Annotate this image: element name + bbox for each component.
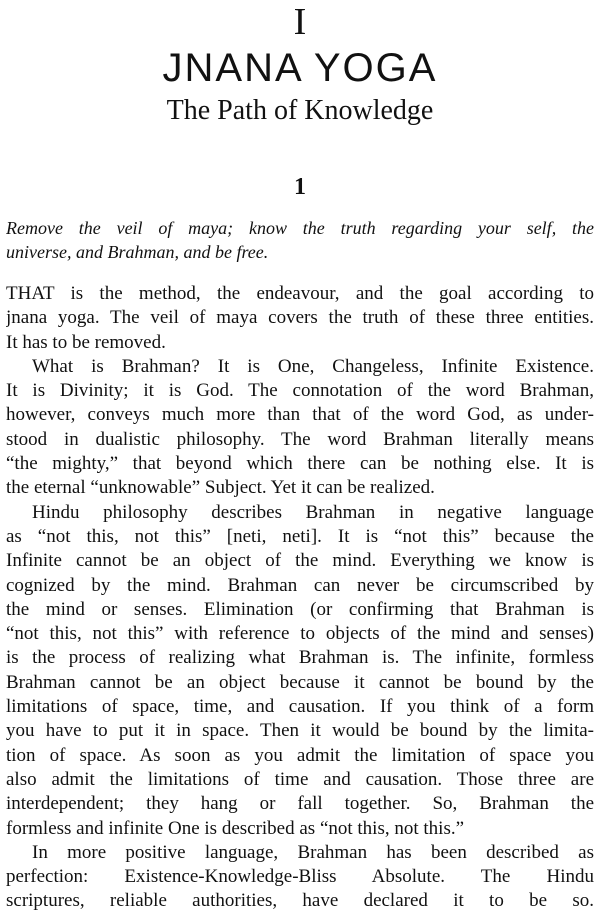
- body-line: THAT is the method, the endeavour, and the goal according to: [6, 283, 594, 304]
- body-line: however, conveys much more than that of the word God, as under-: [6, 404, 594, 426]
- body-line: It is Divinity; it is God. The connotation of the word Brahman,: [6, 380, 594, 402]
- chapter-number: I: [293, 1, 307, 43]
- body-line: What is Brahman? It is One, Changeless, Infinite Existence.: [32, 355, 594, 377]
- body-line: as “not this, not this” [neti, neti]. It is “not this” because the: [6, 525, 594, 547]
- body-text: [6, 282, 594, 914]
- body-line: you have to put it in space. Then it would be bound by the limita-: [6, 720, 594, 742]
- body-line: jnana yoga. The veil of maya covers the truth of these three entities.: [6, 307, 594, 329]
- body-line: scriptures, reliable authorities, have declared it to be so.: [6, 890, 594, 912]
- body-line: “not this, not this” with reference to objects of the mind and senses): [6, 623, 594, 645]
- body-line: It has to be removed.: [6, 331, 166, 353]
- epigraph: [6, 216, 594, 264]
- body-line: interdependent; they hang or fall together. So, Brahman the: [6, 793, 594, 815]
- section-number: 1: [294, 174, 306, 200]
- body-line: perfection: Existence-Knowledge-Bliss Absolute. The Hindu: [6, 866, 594, 888]
- body-line: tion of space. As soon as you admit the limitation of space you: [6, 744, 594, 766]
- body-line: Brahman cannot be an object because it cannot be bound by the: [6, 671, 594, 693]
- chapter-title: JNANA YOGA: [162, 46, 438, 90]
- body-line: “the mighty,” that beyond which there can be nothing else. It is: [6, 453, 594, 475]
- body-line: is the process of realizing what Brahman is. The infinite, formless: [6, 647, 594, 669]
- body-line: In more positive language, Brahman has been described as: [32, 841, 594, 863]
- body-line: the mind or senses. Elimination (or confirming that Brahman is: [6, 598, 594, 620]
- body-line: stood in dualistic philosophy. The word Brahman literally means: [6, 428, 594, 450]
- body-line: the eternal “unknowable” Subject. Yet it can be realized.: [6, 477, 435, 499]
- chapter-subtitle: The Path of Knowledge: [166, 95, 434, 126]
- body-line: formless and infinite One is described as “not this, not this.”: [6, 817, 465, 839]
- body-line: Infinite cannot be an object of the mind. Everything we know is: [6, 550, 594, 572]
- body-line: limitations of space, time, and causation. If you think of a form: [6, 696, 594, 718]
- epigraph-line: universe, and Brahman, and be free.: [6, 242, 269, 262]
- body-line: Hindu philosophy describes Brahman in negative language: [32, 501, 594, 523]
- body-line: also admit the limitations of time and causation. Those three are: [6, 768, 594, 790]
- epigraph-line: Remove the veil of maya; know the truth regarding your self, the: [6, 218, 594, 238]
- body-line: cognized by the mind. Brahman can never be circumscribed by: [6, 574, 594, 596]
